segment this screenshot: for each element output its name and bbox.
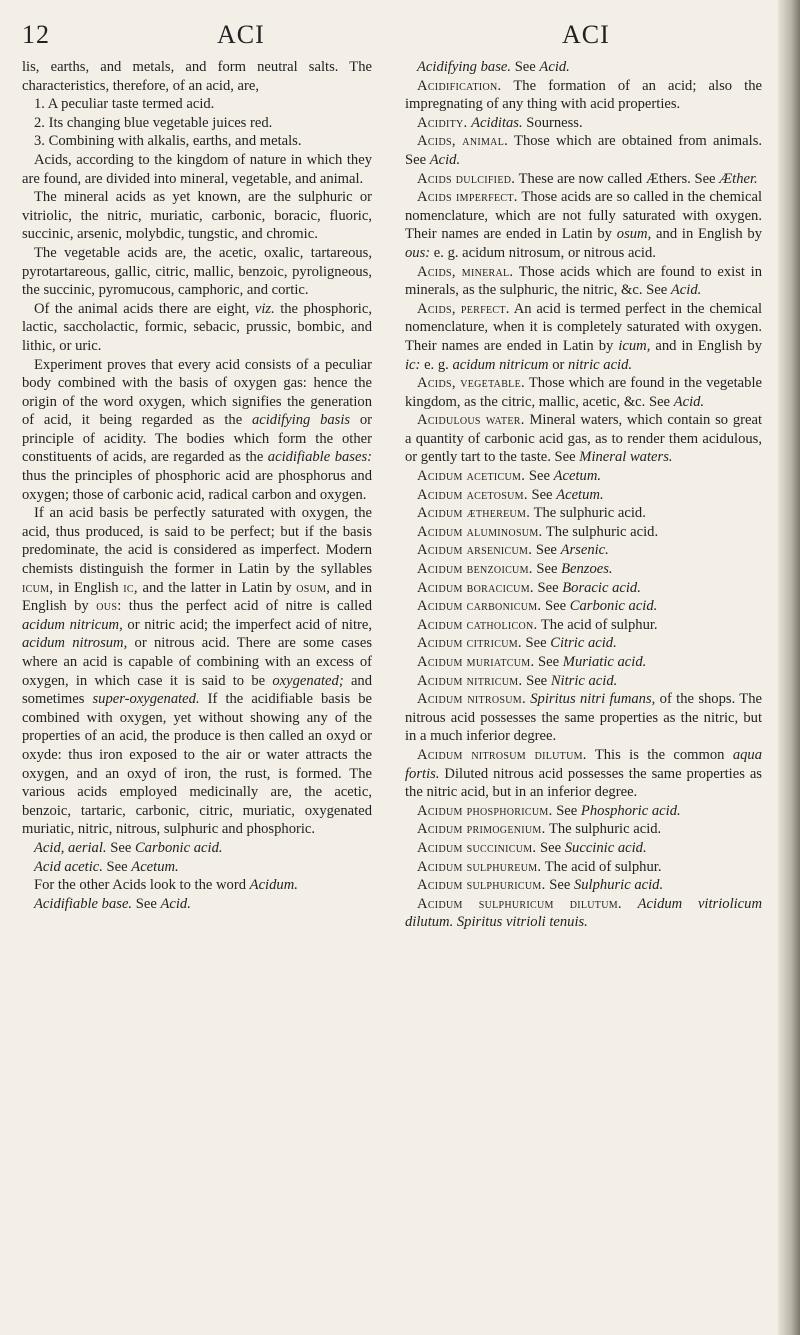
- text: thus the principles of phosphoric acid are phosphorus and oxygen; those of carbonic acid, radical carbon and oxygen.: [22, 468, 372, 503]
- entry-term: Acidum acetosum.: [417, 486, 528, 503]
- entry-term: Acidum nitrosum.: [417, 691, 526, 708]
- dictionary-entry: [405, 560, 762, 579]
- dictionary-entry: [405, 597, 762, 616]
- dictionary-entry: [405, 802, 762, 821]
- italic-text: acidum nitrosum,: [22, 635, 128, 652]
- latin-term: aqua fortis.: [405, 746, 763, 782]
- italic-text: viz.: [254, 300, 275, 317]
- italic-text: ous:: [405, 244, 431, 261]
- text: e. g.: [424, 356, 449, 373]
- cross-reference: Sulphuric acid.: [573, 877, 664, 894]
- cross-reference: Phosphoric acid.: [580, 802, 681, 819]
- dictionary-entry: [405, 653, 762, 672]
- cross-reference: Mineral waters.: [579, 449, 673, 466]
- entry-term: Acidity.: [417, 114, 468, 131]
- cross-reference: Boracic acid.: [562, 579, 641, 596]
- text: See: [106, 858, 128, 875]
- text: of the shops. The nitrous acid possesses the same properties as the nitric, but in a much inferior degree.: [405, 691, 762, 745]
- cross-reference: Benzoes.: [561, 561, 613, 578]
- entry-term: Acidum sulphuricum.: [417, 877, 546, 894]
- paragraph: [22, 356, 372, 505]
- text: See: [526, 672, 548, 689]
- italic-text: oxygenated;: [272, 672, 344, 689]
- paragraph: 1. A peculiar taste termed acid.: [34, 96, 215, 113]
- dictionary-entry: [405, 746, 762, 802]
- italic-text: icum,: [618, 337, 651, 354]
- page-edge-shadow: [778, 0, 800, 1335]
- entry-term: Acidum succinicum.: [417, 839, 537, 856]
- small-caps-text: ic,: [123, 579, 138, 596]
- italic-text: osum,: [616, 226, 652, 243]
- right-running-head: ACI: [562, 20, 610, 49]
- text: and in English by: [655, 337, 762, 354]
- cross-reference: Nitric acid.: [550, 672, 618, 689]
- dictionary-entry: [405, 170, 762, 189]
- text: e. g. acidum nitrosum, or nitrous acid.: [433, 244, 656, 261]
- small-caps-text: icum,: [22, 579, 54, 596]
- entry-term: Acids, vegetable.: [417, 375, 525, 392]
- cross-reference: Carbonic acid.: [569, 598, 658, 615]
- entry-term: Acidum primogenium.: [417, 821, 546, 838]
- entry-term: Acidum carbonicum.: [417, 598, 542, 615]
- text: See: [135, 895, 157, 912]
- paragraph: [22, 858, 372, 877]
- italic-text: acidum nitricum: [452, 356, 549, 373]
- text: Those acids which are found to exist in minerals, as the sulphuric, the nitric, &c. See: [405, 263, 762, 299]
- dictionary-entry: [405, 374, 762, 411]
- paragraph: 2. Its changing blue vegetable juices red.: [34, 114, 273, 131]
- text: in English: [57, 579, 119, 596]
- entry-term: Acidulous water.: [417, 412, 525, 429]
- text: See: [538, 654, 560, 670]
- text: Experiment proves that every acid consists of a peculiar body combined with the basis of oxygen gas: hence the origin of the word oxygen, which signifies the generation of acid, it being regarded as the: [22, 356, 372, 429]
- dictionary-entry: [405, 504, 762, 523]
- dictionary-entry: [405, 858, 762, 877]
- paragraph: [22, 504, 372, 839]
- text: Those which are obtained from animals. See: [405, 133, 763, 168]
- text: or nitric acid; the imperfect acid of nitre,: [127, 616, 372, 633]
- italic-text: ic:: [405, 356, 421, 373]
- text: : thus the perfect acid of nitre is called: [117, 598, 372, 615]
- dictionary-entry: [405, 839, 762, 858]
- dictionary-entry: [405, 672, 762, 691]
- text: See: [537, 579, 559, 596]
- dictionary-entry: [405, 690, 762, 746]
- text: The formation of an acid; also the impregnating of any thing with acid properties.: [405, 77, 762, 113]
- text: Those which are found in the vegetable kingdom, as the citric, mallic, acetic, &c. See: [405, 375, 762, 410]
- text: See: [110, 839, 132, 856]
- cross-reference: Carbonic acid.: [134, 839, 223, 856]
- entry-term: Acidum muriatcum.: [417, 654, 535, 670]
- italic-text: nitric acid.: [568, 356, 633, 373]
- cross-reference: Acetum.: [131, 858, 179, 875]
- dictionary-entry: [405, 77, 762, 114]
- cross-reference: Arsenic.: [560, 542, 609, 559]
- cross-reference: Acetum.: [556, 486, 604, 503]
- entry-term: Acidum nitricum.: [417, 672, 523, 689]
- dictionary-entry: [405, 523, 762, 542]
- entry-term: Acidum phosphoricum.: [417, 802, 553, 819]
- dictionary-entry: [405, 58, 762, 77]
- cross-reference: Muriatic acid.: [562, 654, 647, 670]
- cross-reference: Acid.: [670, 282, 702, 299]
- entry-term: Acidum aceticum.: [417, 468, 526, 485]
- small-caps-text: osum,: [296, 579, 331, 596]
- dictionary-entry: [405, 114, 762, 133]
- entry-term: Acidifying base.: [417, 59, 512, 75]
- text: For the other Acids look to the word: [34, 877, 246, 894]
- cross-reference: Acid.: [160, 895, 191, 912]
- dictionary-entry: [405, 895, 762, 932]
- text: or nitrous acid. There are some cases where an acid is capable of combining with an excess of oxygen, in which case it is said to be: [22, 635, 372, 689]
- text: See: [531, 486, 553, 503]
- dictionary-entry: [405, 467, 762, 486]
- text: Of the animal acids there are eight,: [34, 300, 250, 317]
- entry-term: Acidification.: [417, 77, 502, 94]
- page-number: 12: [22, 20, 50, 49]
- text: and in English by: [22, 579, 373, 615]
- entry-term: Acidifiable base.: [34, 895, 133, 912]
- paragraph: The vegetable acids are, the acetic, oxalic, tartareous, pyrotartareous, gallic, citric, mallic, benzoic, pyroligneous, the succinic, pyromucous, camphoric, and cortic.: [22, 244, 372, 299]
- dictionary-entry: [405, 132, 762, 169]
- text: The sulphuric acid.: [545, 523, 659, 540]
- entry-term: Acidum catholicon.: [417, 616, 538, 633]
- text: and in English by: [656, 226, 763, 243]
- entry-term: Acid, aerial.: [34, 839, 107, 856]
- dictionary-entry: [405, 486, 762, 505]
- dictionary-entry: [405, 876, 762, 895]
- entry-term: Acidum nitrosum dilutum.: [417, 746, 587, 763]
- entry-term: Acid acetic.: [34, 858, 103, 875]
- text: or principle of acidity. The bodies which form the other constituents of acids, are regarded as the: [22, 412, 373, 466]
- text: See: [545, 598, 567, 615]
- text: This is the common: [594, 746, 725, 763]
- entry-term: Acidum sulphureum.: [417, 858, 542, 875]
- entry-term: Acidum aluminosum.: [417, 523, 543, 540]
- running-header: [22, 20, 772, 60]
- text: Mineral waters, which contain so great a quantity of carbonic acid gas, as to render them acidulous, or gently tart to the taste. See: [405, 412, 762, 466]
- left-column: [22, 58, 372, 913]
- text: See: [535, 542, 557, 559]
- cross-reference: Æther.: [719, 170, 758, 187]
- cross-reference: Acetum.: [553, 468, 602, 485]
- dictionary-entry: [405, 634, 762, 653]
- entry-term: Acidum arsenicum.: [417, 542, 533, 559]
- text: These are now called Æthers. See: [518, 170, 716, 187]
- paragraph: [22, 876, 372, 895]
- entry-term: Acidum boracicum.: [417, 579, 534, 596]
- text: See: [540, 839, 562, 856]
- text: Sourness.: [526, 114, 583, 131]
- entry-term: Acids, animal.: [417, 133, 509, 150]
- right-column: [405, 58, 762, 932]
- latin-term: Acidum vitriolicum dilutum. Spiritus vitrioli tenuis.: [405, 895, 762, 931]
- entry-term: Acidum æthereum.: [417, 505, 531, 522]
- italic-text: super-oxygenated.: [92, 691, 200, 708]
- dictionary-entry: [405, 263, 762, 300]
- latin-term: Spiritus nitri fumans,: [530, 691, 656, 708]
- text: An acid is termed perfect in the chemical nomenclature, when it is completely saturated with oxygen. Their names are ended in Latin by: [405, 300, 762, 354]
- italic-text: acidum nitricum,: [22, 616, 123, 633]
- text: See: [556, 802, 578, 819]
- paragraph: 3. Combining with alkalis, earths, and metals.: [34, 133, 302, 150]
- paragraph: [22, 300, 372, 356]
- dictionary-entry: [405, 300, 762, 374]
- cross-reference: Citric acid.: [550, 635, 617, 652]
- text: See: [525, 635, 547, 652]
- cross-reference: Acid.: [429, 151, 461, 168]
- small-caps-text: ous: [96, 598, 118, 615]
- text: See: [536, 561, 558, 578]
- entry-term: Acids imperfect.: [417, 189, 518, 206]
- text: The acid of sulphur.: [540, 616, 658, 633]
- entry-term: Acidum benzoicum.: [417, 561, 533, 578]
- dictionary-entry: [405, 541, 762, 560]
- dictionary-entry: [405, 820, 762, 839]
- paragraph: [22, 839, 372, 858]
- cross-reference: Succinic acid.: [564, 839, 647, 856]
- italic-text: acidifying basis: [251, 412, 351, 429]
- paragraph: Acids, according to the kingdom of nature in which they are found, are divided into mineral, vegetable, and animal.: [22, 151, 372, 187]
- text: Those acids are so called in the chemical nomenclature, which are not fully saturated with oxygen. Their names are ended in Latin by: [405, 189, 763, 243]
- left-running-head: ACI: [217, 20, 265, 49]
- text: The sulphuric acid.: [533, 505, 646, 522]
- text: See: [549, 877, 571, 894]
- text: The sulphuric acid.: [548, 821, 662, 838]
- text: Diluted nitrous acid possesses the same properties as the nitric acid, but in an inferior degree.: [405, 765, 762, 801]
- entry-term: Acids, mineral.: [417, 263, 514, 280]
- paragraph: lis, earths, and metals, and form neutral salts. The characteristics, therefore, of an acid, are,: [22, 59, 372, 94]
- paragraph: The mineral acids as yet known, are the sulphuric or vitriolic, the nitric, muriatic, carbonic, boracic, fluoric, succinic, arsenic, molybdic, tungstic, and chromic.: [22, 189, 372, 243]
- cross-reference: Acid.: [673, 393, 705, 410]
- dictionary-entry: [405, 411, 762, 467]
- text: If an acid basis be perfectly saturated with oxygen, the acid, thus produced, is said to be perfect; but if the basis predominate, the acid is considered as imperfect. Modern chemists distinguish the former in Latin by the syllables: [22, 505, 372, 578]
- entry-term: Acidum citricum.: [417, 635, 522, 652]
- dictionary-entry: [405, 616, 762, 635]
- latin-term: Aciditas.: [471, 114, 523, 131]
- dictionary-entry: [405, 579, 762, 598]
- text: the phosphoric, lactic, saccholactic, formic, sebacic, prussic, bombic, and lithic, or uric.: [22, 300, 372, 354]
- text: See: [514, 59, 536, 75]
- cross-reference: Acid.: [539, 59, 570, 75]
- text: or: [552, 356, 565, 373]
- text: The acid of sulphur.: [544, 858, 662, 875]
- entry-term: Acids, perfect.: [417, 300, 510, 317]
- dictionary-entry: [405, 188, 762, 262]
- paragraph: [22, 895, 372, 914]
- text: See: [528, 468, 550, 485]
- entry-term: Acids dulcified.: [417, 170, 516, 187]
- italic-text: acidifiable bases:: [267, 449, 372, 466]
- entry-term: Acidum sulphuricum dilutum.: [417, 895, 622, 912]
- text: If the acidifiable basis be combined with oxygen, yet without showing any of the properties of an acid, the produce is then called an oxyd or oxyde: thus iron exposed to the air or water attracts the oxygen, and an oxyd of iron, the rust, is formed. The various acids employed medicinally are, the acetic, benzoic, tartaric, carbonic, citric, muriatic, oxygenated muriatic, nitric, nitrous, sulphuric and phosphoric.: [22, 691, 372, 838]
- text: and the latter in Latin by: [142, 579, 292, 596]
- text: and sometimes: [22, 672, 373, 708]
- cross-reference: Acidum.: [249, 877, 298, 894]
